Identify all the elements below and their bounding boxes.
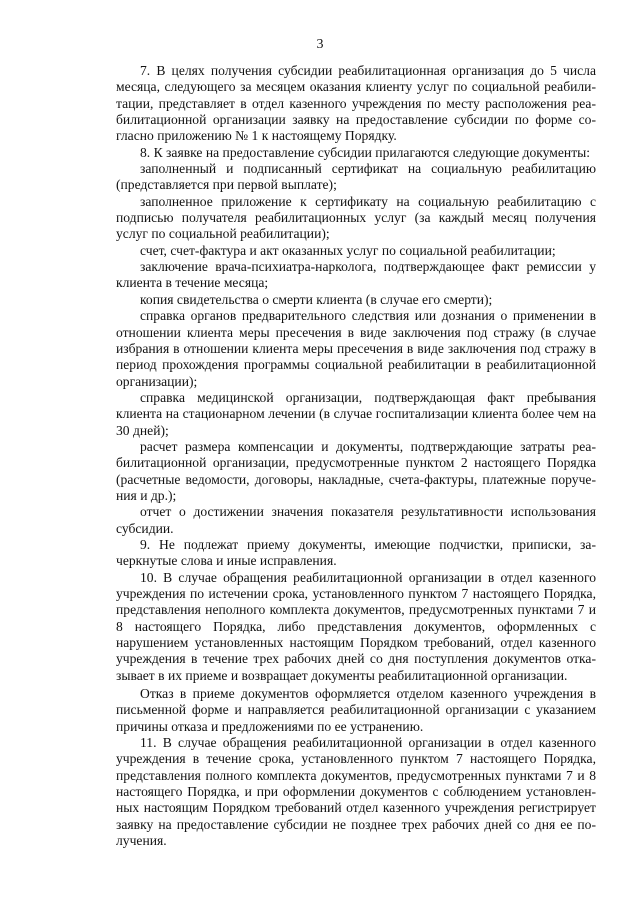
page-number: 3 <box>316 37 324 52</box>
document-item-investigation-certificate: справка органов предварительного следствия или дознания о применении в отношении клиента меры пресечения в виде заключения под стражу (в случае избрания в отношении клиента меры пресечения в виде заключения под стражу в период прохождения программы социальной реабилитации в реабилитационной организации); <box>116 308 596 389</box>
paragraph-10: 10. В случае обращения реабилитационной организации в отдел казенного учреждения по истечении срока, установленного пунктом 7 настоящего Порядка, представления неполного комплекта документов, предусмотренных пунктами 7 и 8 настоящего Порядка, либо представления документов, оформленных с нарушением установленных настоящим Порядком требований, отдел казенного учреждения в течение трех рабочих дней со дня поступления документов отказывает в их приеме и возвращает документы реабилитационной организации. <box>116 569 596 683</box>
document-item-performance-report: отчет о достижении значения показателя результативности использования субсидии. <box>116 504 596 536</box>
document-item-invoice: счет, счет-фактура и акт оказанных услуг по социальной реабилитации; <box>140 242 556 258</box>
document-item-death-certificate: копия свидетельства о смерти клиента (в случае его смерти); <box>140 291 493 307</box>
document-item-narcologist-conclusion: заключение врача-психиатра-нарколога, подтверждающее факт ремиссии у клиента в течение месяца; <box>116 259 596 291</box>
document-item-compensation-calculation: расчет размера компенсации и документы, подтверждающие затраты реабилитационной организации, предусмотренные пунктом 2 настоящего Порядка (расчетные ведомости, договоры, накладные, счета-фактуры, платежные поручения и др.); <box>116 438 596 503</box>
paragraph-8: 8. К заявке на предоставление субсидии прилагаются следующие документы: <box>140 144 591 160</box>
document-item-certificate-appendix: заполненное приложение к сертификату на социальную реабилитацию с подписью получателя реабилитационных услуг (за каждый месяц получения услуг по социальной реабилитации); <box>116 193 596 242</box>
paragraph-10-refusal: Отказ в приеме документов оформляется отделом казенного учреждения в письменной форме и направляется реабилитационной организации с указанием причины отказа и предложениями по ее устранению. <box>116 686 596 734</box>
document-item-medical-certificate: справка медицинской организации, подтверждающая факт пребывания клиента на стационарном лечении (в случае госпитализации клиента более чем на 30 дней); <box>116 389 596 438</box>
paragraph-7: 7. В целях получения субсидии реабилитационная организация до 5 числа месяца, следующего за месяцем оказания клиенту услуг по социальной реабилитации, представляет в отдел казенного учреждения по месту расположения реабилитационной организации заявку на предоставление субсидии по форме согласно приложению № 1 к настоящему Порядку. <box>116 63 596 144</box>
document-body <box>116 63 596 850</box>
paragraph-11: 11. В случае обращения реабилитационной организации в отдел казенного учреждения в течение срока, установленного пунктом 7 настоящего Порядка, представления полного комплекта документов, предусмотренных пунктами 7 и 8 настоящего Порядка, и при оформлении документов с соблюдением установленных настоящим Порядком требований отдел казенного учреждения регистрирует заявку на предоставление субсидии не позднее трех рабочих дней со дня ее получения. <box>116 735 596 849</box>
paragraph-9: 9. Не подлежат приему документы, имеющие подчистки, приписки, зачеркнутые слова и иные исправления. <box>116 536 596 569</box>
document-item-certificate: заполненный и подписанный сертификат на социальную реабилитацию (представляется при первой выплате); <box>116 161 596 193</box>
